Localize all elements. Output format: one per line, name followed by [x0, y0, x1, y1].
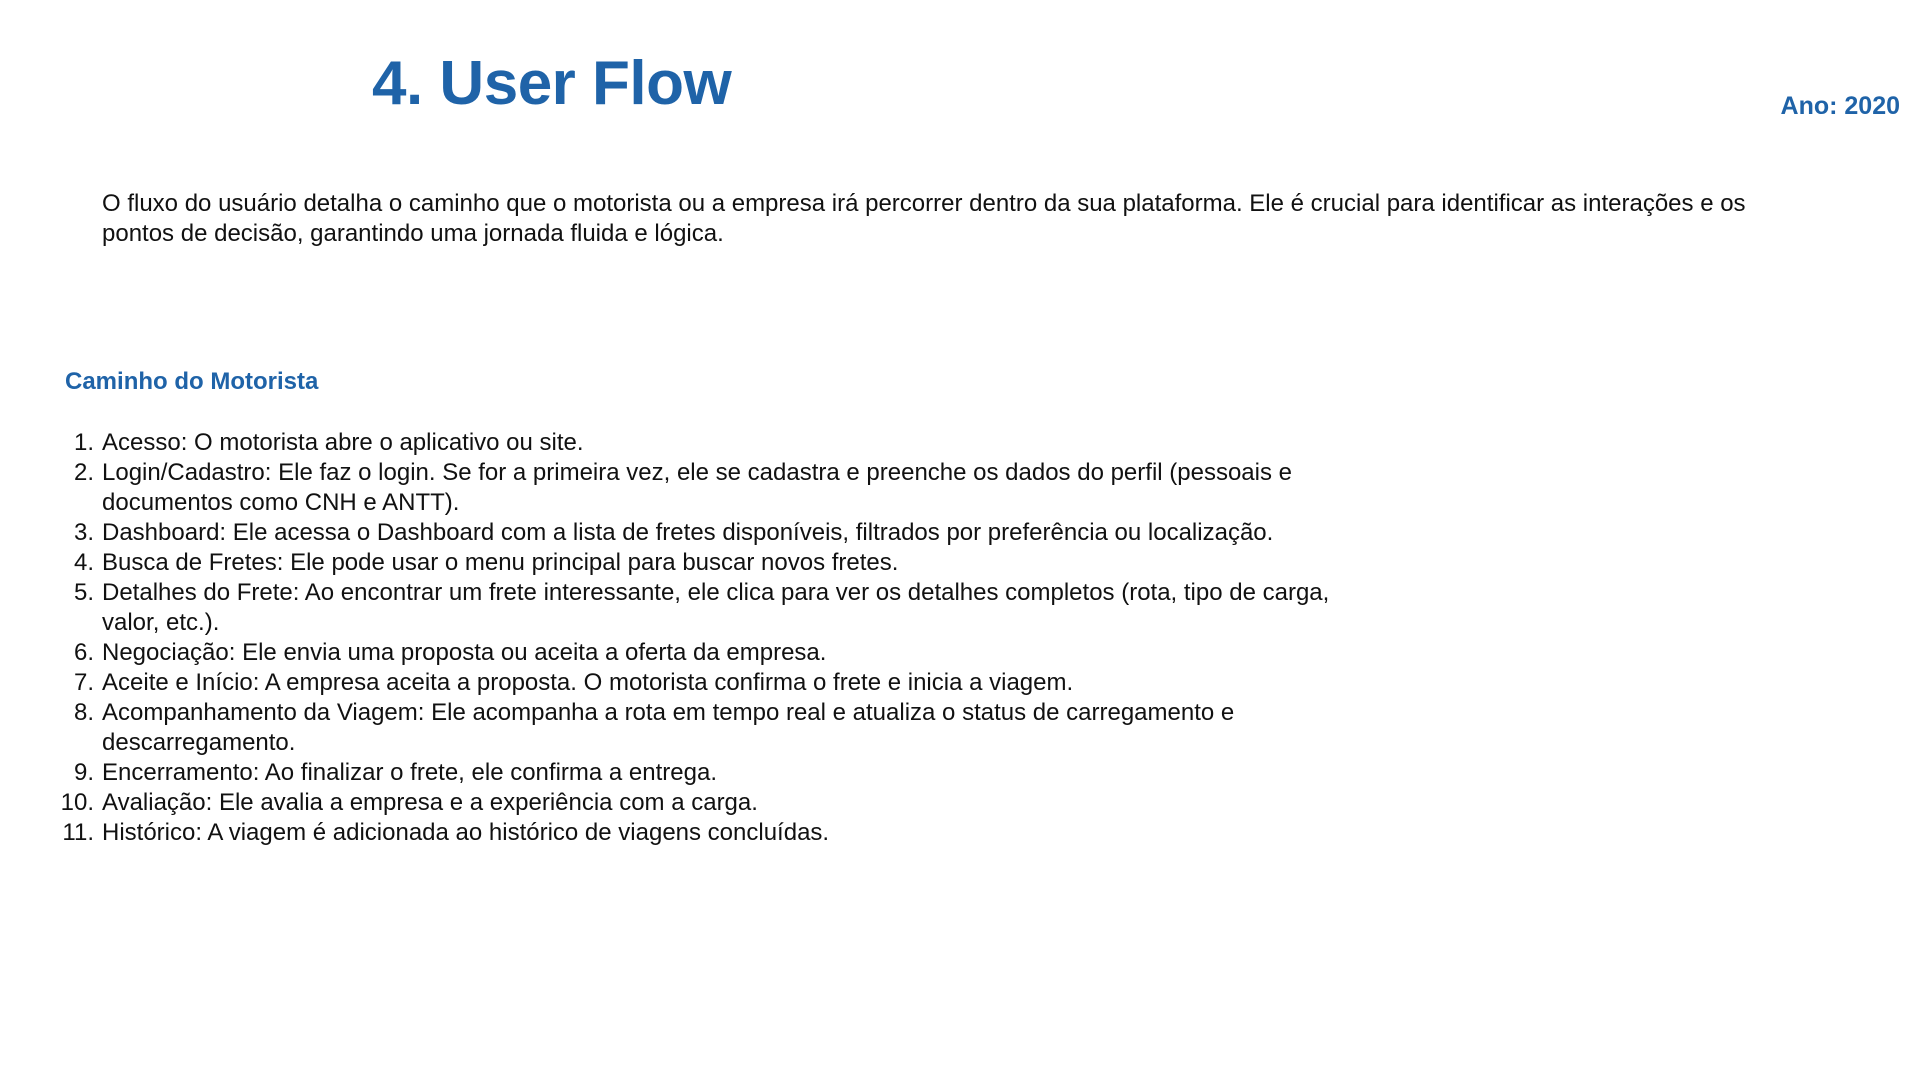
- step-text: Encerramento: Ao finalizar o frete, ele confirma a entrega.: [102, 759, 717, 786]
- page-title: 4. User Flow: [372, 49, 732, 118]
- step-number: 9.: [73, 759, 94, 786]
- step-text: Acesso: O motorista abre o aplicativo ou site.: [102, 429, 584, 456]
- step-item-4: [73, 548, 1342, 578]
- step-item-11: [62, 818, 1342, 848]
- step-text: Acompanhamento da Viagem: Ele acompanha a rota em tempo real e atualiza o status de carregamento e descarregamento.: [102, 699, 1235, 756]
- step-number: 4.: [73, 549, 94, 576]
- step-text: Histórico: A viagem é adicionada ao histórico de viagens concluídas.: [102, 819, 830, 846]
- step-text: Login/Cadastro: Ele faz o login. Se for a primeira vez, ele se cadastra e preenche os dados do perfil (pessoais e documentos como CNH e ANTT).: [102, 459, 1293, 516]
- step-item-9: [73, 758, 1342, 788]
- step-text: Avaliação: Ele avalia a empresa e a experiência com a carga.: [102, 789, 758, 816]
- step-number: 11.: [62, 819, 94, 846]
- step-item-6: [73, 638, 1342, 668]
- step-number: 8.: [73, 699, 94, 726]
- step-item-5: [73, 578, 1342, 638]
- driver-steps-list: [60, 428, 1342, 848]
- step-number: 6.: [73, 639, 94, 666]
- step-number: 2.: [73, 459, 94, 486]
- step-item-1: [73, 428, 1342, 458]
- step-text: Busca de Fretes: Ele pode usar o menu principal para buscar novos fretes.: [102, 549, 899, 576]
- intro-paragraph: O fluxo do usuário detalha o caminho que o motorista ou a empresa irá percorrer dentro da sua plataforma. Ele é crucial para identificar as interações e os pontos de decisão, garantindo uma jornada fluida e lógica.: [102, 190, 1746, 247]
- step-item-10: [60, 788, 1342, 818]
- step-number: 1.: [73, 429, 94, 456]
- step-number: 3.: [73, 519, 94, 546]
- year-label: Ano: 2020: [1780, 92, 1900, 120]
- step-text: Dashboard: Ele acessa o Dashboard com a lista de fretes disponíveis, filtrados por preferência ou localização.: [102, 519, 1274, 546]
- step-text: Detalhes do Frete: Ao encontrar um frete interessante, ele clica para ver os detalhes completos (rota, tipo de carga, valor, etc.).: [102, 579, 1330, 636]
- step-number: 7.: [73, 669, 94, 696]
- step-number: 10.: [60, 789, 94, 816]
- step-item-2: [73, 458, 1342, 518]
- step-item-3: [73, 518, 1342, 548]
- step-item-7: [73, 668, 1342, 698]
- step-text: Aceite e Início: A empresa aceita a proposta. O motorista confirma o frete e inicia a viagem.: [102, 669, 1074, 696]
- section-heading: Caminho do Motorista: [65, 368, 319, 395]
- step-item-8: [73, 698, 1342, 758]
- step-text: Negociação: Ele envia uma proposta ou aceita a oferta da empresa.: [102, 639, 827, 666]
- step-number: 5.: [73, 579, 94, 606]
